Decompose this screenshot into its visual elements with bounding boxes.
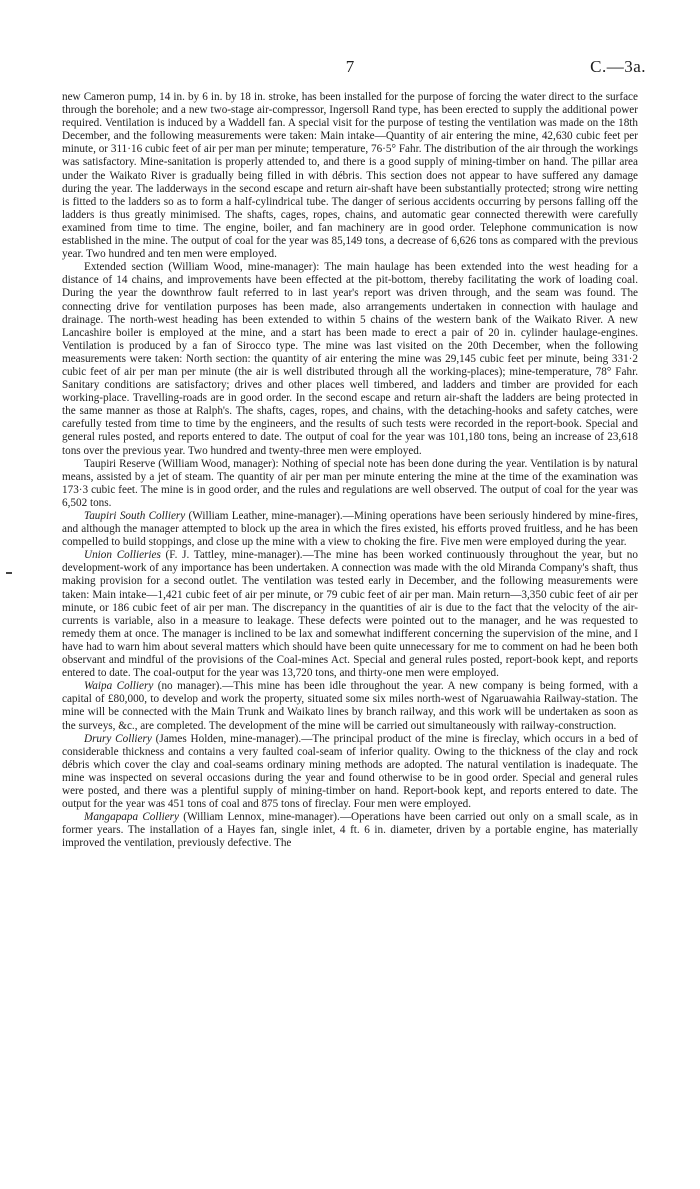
colliery-name: Drury Colliery [84,732,152,745]
paragraph-taupiri-south [62,510,638,549]
paragraph-mangapapa-colliery [62,811,638,850]
paragraph-union-collieries [62,549,638,680]
colliery-name: Mangapapa Colliery [84,811,179,824]
paragraph-text: (William Leather, mine-manager).—Mining operations have been seriously hindered by mine-fires, and although the manager attempted to block up the area in which the fires existed, his efforts proved fruitless, and he has been compelled to build stoppings, and close up the mine with a view to choking the fire. Five men were employed during the year. [62,510,638,549]
colliery-name: Waipa Colliery [84,680,154,693]
margin-mark [6,572,12,574]
paragraph-text: (William Lennox, mine-manager).—Operations have been carried out only on a small scale, as in former years. The installation of a Hayes fan, single inlet, 4 ft. 6 in. diameter, driven by a portable engine, has materially improved the ventilation, previously defective. The [62,811,638,850]
colliery-name: Taupiri South Colliery [84,510,186,522]
paragraph-waipa-colliery [62,680,638,732]
page-number: 7 [345,57,355,76]
paragraph-text: (James Holden, mine-manager).—The principal product of the mine is fireclay, which occurs in a bed of considerable thickness and contains a very faulted coal-seam of inferior quality. Owing to the thickness of the clay and rock débris which cover the clay and coal-seams ordinary mining methods are adopted. The natural ventilation is inadequate. The mine was inspected on several occasions during the year and found otherwise to be in good order. Special and general rules were posted, and there was a plentiful supply of mining-timber on hand. Report-book kept, and reports entered to date. The output for the year was 451 tons of coal and 875 tons of fireclay. Four men were employed. [62,732,638,811]
paragraph-hamilton-continuation: new Cameron pump, 14 in. by 6 in. by 18 in. stroke, has been installed for the purpose of forcing the water direct to the surface through the borehole; and a new two-stage air-compressor, Ingersoll Rand type, has been erected to supply the additional power required. Ventilation is induced by a Waddell fan. A special visit for the purpose of testing the ventilation was made on the 18th December, and the following measurements were taken: Main intake—Quantity of air entering the mine, 42,630 cubic feet per minute, or 311·16 cubic feet of air per man per minute; temperature, 76·5° Fahr. The distribution of the air through the workings was satisfactory. Mine-sanitation is properly attended to, and there is a good supply of mining-timber on hand. The pillar area under the Waikato River is gradually being filled in with débris. This section does not appear to have suffered any damage during the year. The ladderways in the second escape and return air-shaft have been substantially protected; strong wire netting is fitted to the ladders so as to form a half-cylindrical tube. The danger of serious accidents occurring by persons falling off the ladders is thus greatly minimised. The shafts, cages, ropes, chains, and automatic gear connected therewith were carefully examined from time to time. The engine, boiler, and fan machinery are in good order. Telephone communication is now established in the mine. The output of coal for the year was 85,149 tons, a decrease of 6,626 tons as compared with the previous year. Two hundred and ten men were employed. [62,91,638,261]
document-reference: C.—3a. [590,57,646,76]
paragraph-extended-section: Extended section (William Wood, mine-manager): The main haulage has been extended into the west heading for a distance of 14 chains, and improvements have been effected at the pit-bottom, thereby facilitating the work of loading coal. During the year the downthrow fault referred to in last year's report was driven through, and the seam was found. The connecting drive for ventilation purposes has been made, also arrangements undertaken in connection with haulage and drainage. The north-west heading has been extended to within 5 chains of the western bank of the Waikato River. A new Lancashire boiler is employed at the mine, and a start has been made to erect a pair of 20 in. cylinder haulage-engines. Ventilation is produced by a fan of Sirocco type. The mine was last visited on the 20th December, when the following measurements were taken: North section: the quantity of air entering the mine was 29,145 cubic feet per minute, being 331·2 cubic feet of air per man per minute (the air is well distributed through all the working-places); mine-temperature, 78° Fahr. Sanitary conditions are satisfactory; drives and other places well timbered, and ladders and timber are provided for each working-place. Travelling-roads are in good order. In the second escape and return air-shaft the ladders are being protected in the same manner as those at Ralph's. The shafts, cages, ropes, and chains, with the detaching-hooks and safety catches, were carefully tested from time to time by the engineers, and the results of such tests were recorded in the report-book. Special and general rules posted, and reports entered to date. The output of coal for the year was 101,180 tons, being an increase of 23,618 tons over the previous year. Two hundred and twenty-three men were employed. [62,261,638,457]
paragraph-taupiri-reserve: Taupiri Reserve (William Wood, manager): Nothing of special note has been done during the year. Ventilation is by natural means, assisted by a jet of steam. The quantity of air per man per minute entering the mine at the time of the examination was 173·3 cubic feet. The mine is in good order, and the rules and regulations are well observed. The output of coal for the year was 6,502 tons. [62,457,638,509]
paragraph-drury-colliery [62,733,638,812]
colliery-name: Union Collieries [84,549,161,562]
paragraph-text: (no manager).—This mine has been idle throughout the year. A new company is being formed, with a capital of £80,000, to develop and work the property, situated some six miles north-west of Ngaruawahia Railway-station. The mine will be connected with the Main Trunk and Waikato lines by branch railway, and this work will be undertaken as soon as the surveys, &c., are completed. The development of the mine will be carried out simultaneously with railway-construction. [62,680,638,732]
paragraph-text: (F. J. Tattley, mine-manager).—The mine has been worked continuously throughout the year, but no development-work of any importance has been undertaken. A connection was made with the old Miranda Company's shaft, thus making provision for a second outlet. The ventilation was tested early in December, and the following measurements were taken: Main intake—1,421 cubic feet of air per minute, or 79 cubic feet of air per man. Main return—3,350 cubic feet of air per minute, or 186 cubic feet of air per man. The discrepancy in the quantities of air is due to the fact that the velocity of the air-currents is variable, also in a measure to leakage. These defects were pointed out to the manager, and he was requested to remedy them at once. The manager is inclined to be lax and somewhat indifferent concerning the supervision of the mine, and I have had to warn him about several matters which should have been quite unnecessary for me to comment on had he been both observant and mindful of the provisions of the Coal-mines Act. Special and general rules posted, report-book kept, and reports entered to date. The coal-output for the year was 13,720 tons, and thirty-one men were employed. [62,549,638,680]
body-text [62,91,638,850]
